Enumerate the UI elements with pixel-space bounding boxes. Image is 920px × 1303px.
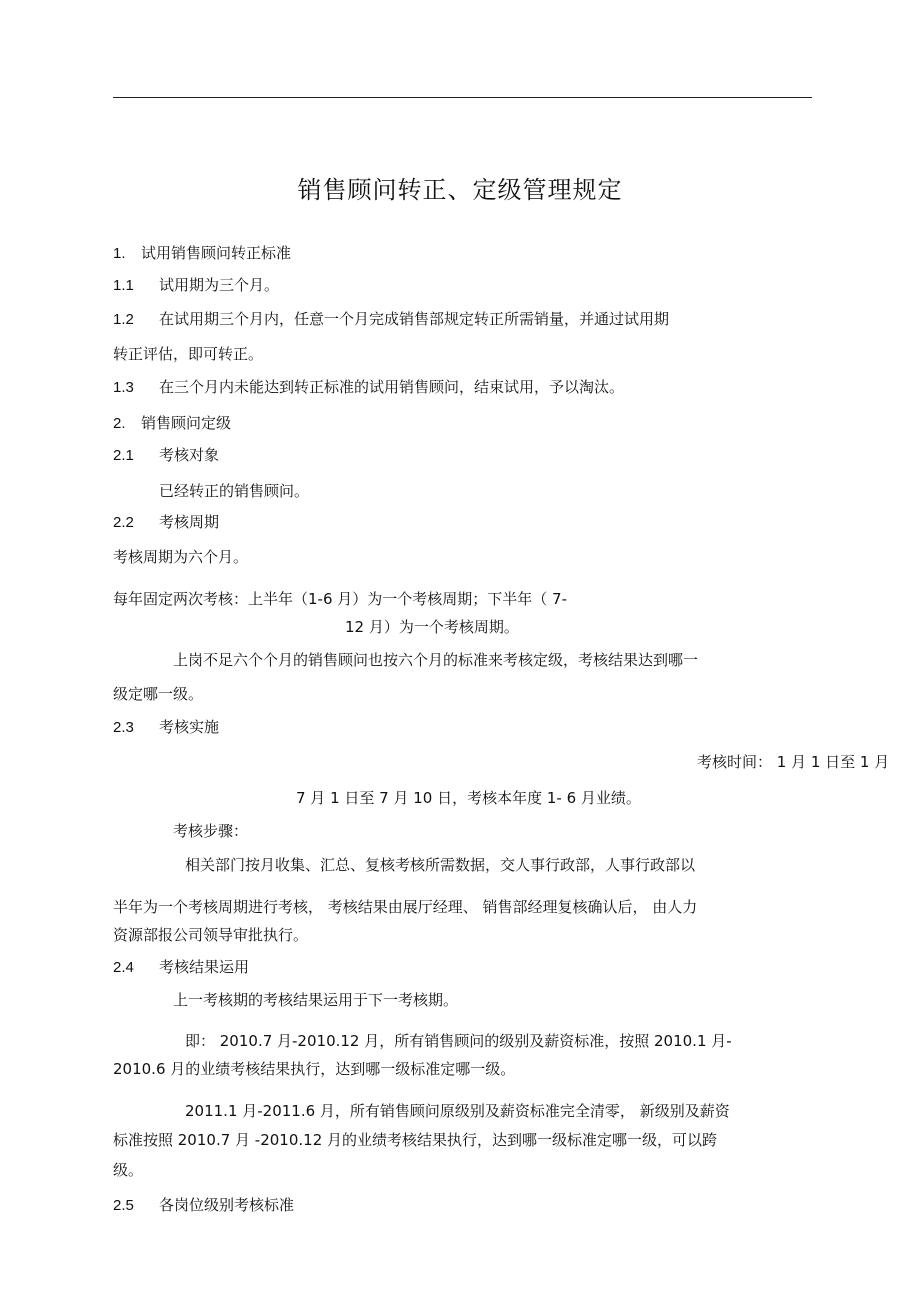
item-1-2-continued: 转正评估，即可转正。	[113, 345, 264, 363]
item-2-3-time-a: 考核时间： 1 月 1 日至 1 月	[697, 753, 890, 771]
page-title: 销售顾问转正、定级管理规定	[297, 176, 623, 204]
item-2-3-steps-c: 资源部报公司领导审批执行。	[113, 926, 309, 944]
item-2-4: 2.4 考核结果运用	[113, 958, 250, 976]
item-2-2-p2b: 12 月）为一个考核周期。	[345, 618, 519, 636]
item-2-5: 2.5 各岗位级别考核标准	[113, 1196, 295, 1214]
section-1-heading: 1. 试用销售顾问转正标准	[113, 244, 292, 262]
item-1-1: 1.1 试用期为三个月。	[113, 276, 280, 294]
item-2-2-p1: 考核周期为六个月。	[113, 548, 249, 566]
item-2-4-p3c: 级。	[113, 1161, 144, 1179]
item-2-4-p3b: 标准按照 2010.7 月 -2010.12 月的业绩考核结果执行，达到哪一级标准定哪一级，可以跨	[113, 1131, 718, 1149]
item-2-4-p3a: 2011.1 月-2011.6 月，所有销售顾问原级别及薪资标准完全清零， 新级别及薪资	[185, 1102, 730, 1120]
item-2-3-steps-b: 半年为一个考核周期进行考核， 考核结果由展厅经理、 销售部经理复核确认后， 由人力	[113, 898, 698, 916]
item-2-4-p2b: 2010.6 月的业绩考核结果执行，达到哪一级标准定哪一级。	[113, 1060, 516, 1078]
item-2-3: 2.3 考核实施	[113, 718, 220, 736]
header-rule	[113, 97, 812, 98]
item-1-2: 1.2 在试用期三个月内，任意一个月完成销售部规定转正所需销量，并通过试用期	[113, 310, 670, 328]
item-2-4-p1: 上一考核期的考核结果运用于下一考核期。	[173, 991, 459, 1009]
item-2-2: 2.2 考核周期	[113, 513, 220, 531]
item-2-2-p2a: 每年固定两次考核：上半年（1-6 月）为一个考核周期；下半年（ 7-	[113, 590, 567, 608]
item-2-2-p3a: 上岗不足六个个月的销售顾问也按六个月的标准来考核定级，考核结果达到哪一	[173, 651, 699, 669]
item-2-3-steps-label: 考核步骤：	[173, 822, 249, 840]
item-2-4-p2a: 即： 2010.7 月-2010.12 月，所有销售顾问的级别及薪资标准，按照 2010.1 月-	[185, 1032, 732, 1050]
item-1-3: 1.3 在三个月内未能达到转正标准的试用销售顾问，结束试用，予以淘汰。	[113, 378, 625, 396]
item-2-3-time-b: 7 月 1 日至 7 月 10 日，考核本年度 1- 6 月业绩。	[296, 789, 641, 807]
section-2-heading: 2. 销售顾问定级	[113, 414, 232, 432]
item-2-1-body: 已经转正的销售顾问。	[159, 482, 310, 500]
item-2-1: 2.1 考核对象	[113, 446, 220, 464]
item-2-3-steps-a: 相关部门按月收集、汇总、复核考核所需数据，交人事行政部，人事行政部以	[185, 856, 696, 874]
item-2-2-p3b: 级定哪一级。	[113, 685, 204, 703]
